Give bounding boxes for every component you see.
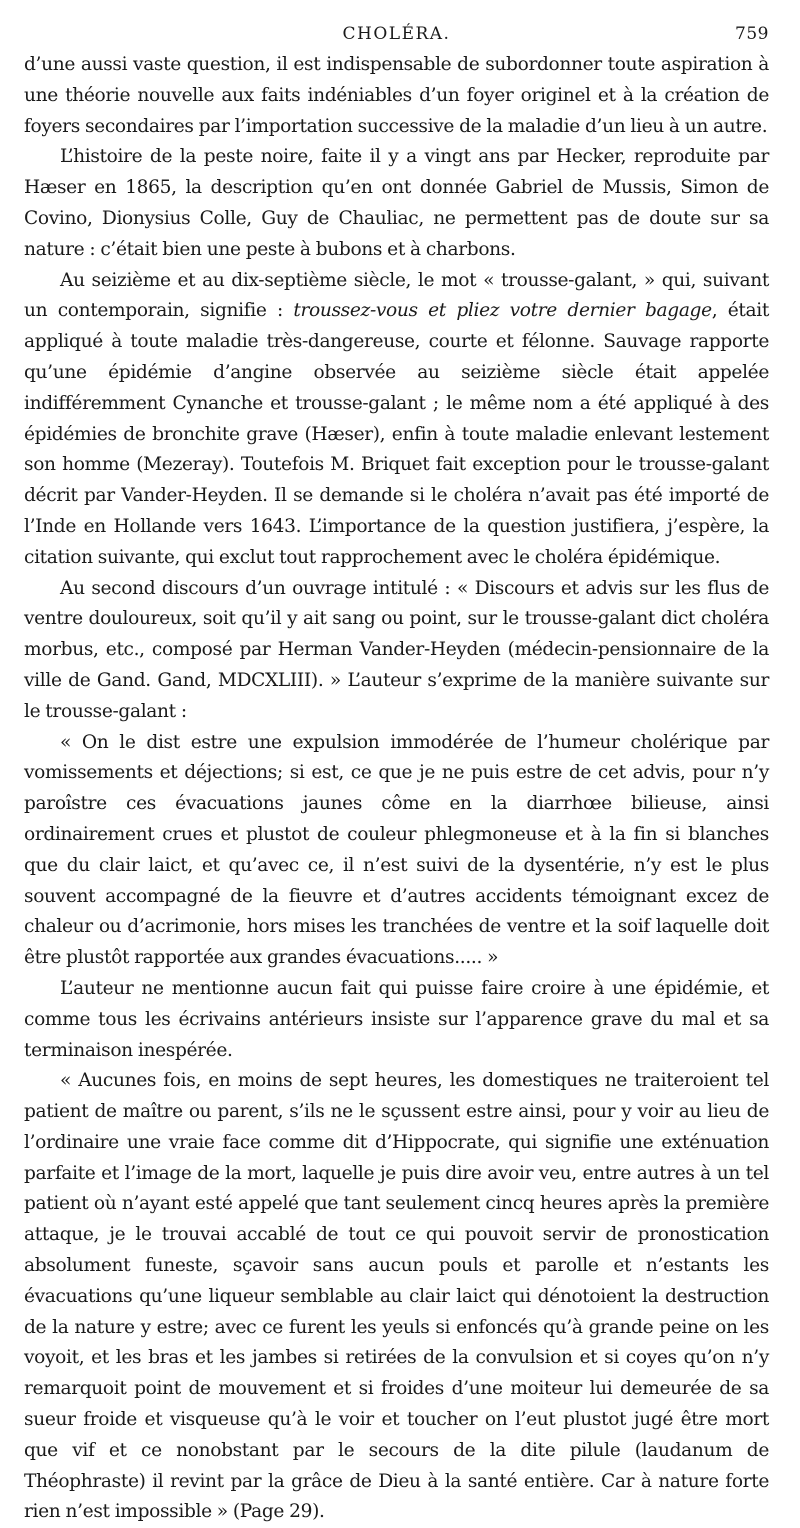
book-page	[24, 18, 769, 1528]
running-header	[24, 18, 769, 50]
paragraph-author-comment: L’auteur ne mentionne aucun fait qui puisse faire croire à une épidémie, et comme tous les écrivains antérieurs insiste sur l’apparence grave du mal et sa terminaison inespérée.	[24, 977, 769, 1061]
paragraph-continuation: d’une aussi vaste question, il est indispensable de subordonner toute aspiration à une théorie nouvelle aux faits indéniables d’un foyer originel et à la création de foyers secondaires par l’importation successive de la maladie d’un lieu à un autre.	[24, 54, 769, 137]
paragraph-vander-heyden: Au second discours d’un ouvrage intitulé : « Discours et advis sur les flus de ventre douloureux, soit qu’il y ait sang ou point, sur le trousse-galant dict choléra morbus, etc., composé par Herman Vander-Heyden (médecin-pensionnaire de la ville de Gand. Gand, MDCXLIII). » L’auteur s’exprime de la manière suivante sur le trousse-galant :	[24, 577, 769, 722]
paragraph-italic-phrase: troussez-vous et pliez votre dernier bagage	[293, 300, 712, 322]
running-title: CHOLÉRA.	[342, 24, 451, 44]
paragraph-trousse-galant	[24, 266, 769, 574]
paragraph-text-after: , était appliqué à toute maladie très-dangereuse, courte et félonne. Sauvage rapporte qu’une épidémie d’angine observée au seizième siècle était appelée indifféremment Cynanche et trousse-galant ; le même nom a été appliqué à des épidémies de bronchite grave (Hæser), enfin à toute maladie enlevant lestement son homme (Mezeray). Toutefois M. Briquet fait exception pour le trousse-galant décrit par Vander-Heyden. Il se demande si le choléra n’avait pas été importé de l’Inde en Hollande vers 1643. L’importance de la question justifiera, j’espère, la citation suivante, qui exclut tout rapprochement avec le choléra épidémique.	[24, 300, 770, 568]
quotation-second: « Aucunes fois, en moins de sept heures, les domestiques ne traiteroient tel patient de maître ou parent, s’ils ne le sçussent estre ainsi, pour y voir au lieu de l’ordinaire une vraie face comme dit d’Hippocrate, qui signifie une exténuation parfaite et l’image de la mort, laquelle je puis dire avoir veu, entre autres à un tel patient où n’ayant esté appelé que tant seulement cincq heures après la première attaque, je le trouvai accablé de tout ce qui pouvoit servir de pronostication absolument funeste, sçavoir sans aucun pouls et parolle et n’estants les évacuations qu’une liqueur semblable au clair laict qui dénotoient la destruction de la nature y estre; avec ce furent les yeuls si enfoncés qu’à grande peine on les voyoit, et les bras et les jambes si retirées de la convulsion et si coyes qu’on n’y remarquoit point de mouvement et si froides d’une moiteur lui demeurée de sa sueur froide et visqueuse qu’à le voir et toucher on l’eut plustot jugé être mort que vif et ce nonobstant par le secours de la dite pilule (laudanum de Théophraste) il revint par la grâce de Dieu à la santé entière. Car à nature forte rien n’est impossible » (Page 29).	[24, 1070, 769, 1523]
paragraph-text-before: Au seizième et au dix-septième siècle, le mot « trousse-galant, » qui, suivant un contemporain, signifie :	[24, 269, 769, 322]
paragraph-black-death: L’histoire de la peste noire, faite il y a vingt ans par Hecker, reproduite par Hæser en 1865, la description qu’en ont donnée Gabriel de Mussis, Simon de Covino, Dionysius Colle, Guy de Chauliac, ne permettent pas de doute sur sa nature : c’était bien une peste à bubons et à charbons.	[24, 146, 769, 260]
quotation-first: « On le dist estre une expulsion immodérée de l’humeur cholérique par vomissements et déjections; si est, ce que je ne puis estre de cet advis, pour n’y paroîstre ces évacuations jaunes côme en la diarrhœe bilieuse, ainsi ordinairement crues et plustot de couleur phlegmoneuse et à la fin si blanches que du clair laict, et qu’avec ce, il n’est suivi de la dysentérie, n’y est le plus souvent accompagné de la fieuvre et d’autres accidents témoignant excez de chaleur ou d’acrimonie, hors mises les tranchées de ventre et la soif laquelle doit être plustôt rapportée aux grandes évacuations..... »	[24, 731, 769, 969]
page-body	[24, 50, 769, 1528]
page-number: 759	[735, 24, 769, 44]
